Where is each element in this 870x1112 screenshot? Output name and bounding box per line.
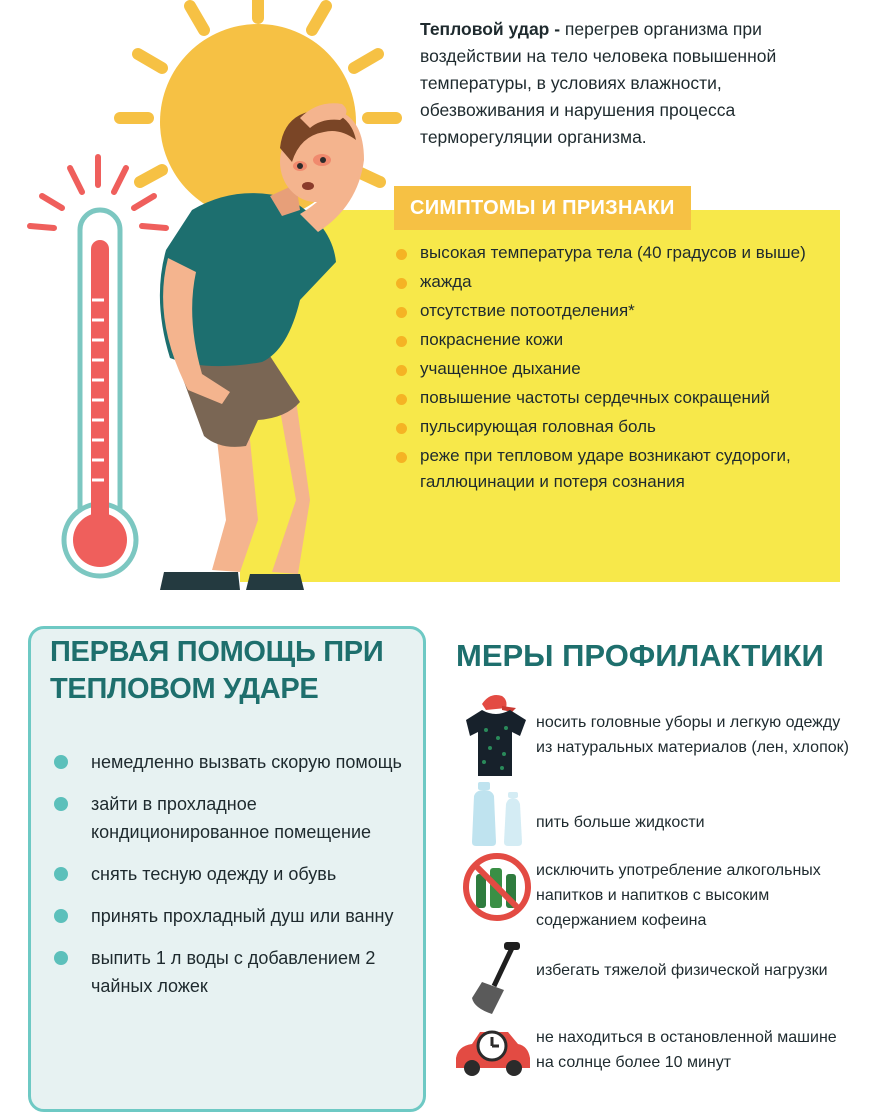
first-aid-title: ПЕРВАЯ ПОМОЩЬ ПРИ ТЕПЛОВОМ УДАРЕ (50, 636, 384, 705)
heatstroke-definition (420, 16, 840, 151)
first-aid-item: зайти в прохладное кондиционированное помещение (54, 790, 404, 846)
prevention-item-drink: пить больше жидкости (536, 814, 705, 831)
symptom-item: высокая температура тела (40 градусов и выше) (396, 240, 826, 266)
symptom-item: реже при тепловом ударе возникают судороги, галлюцинации и потеря сознания (396, 443, 826, 495)
thermometer-icon (64, 210, 136, 576)
prevention-item-clothing: носить головные уборы и легкую одежду из натуральных материалов (лен, хлопок) (536, 714, 849, 756)
tshirt-cap-icon (462, 690, 530, 780)
car-clock-icon (452, 1022, 532, 1080)
shovel-icon (468, 942, 524, 1016)
first-aid-list (54, 748, 404, 1014)
symptom-item: жажда (396, 269, 826, 295)
water-bottles-icon (468, 782, 530, 846)
symptoms-list (396, 240, 826, 498)
no-alcohol-icon (462, 852, 532, 922)
first-aid-item: снять тесную одежду и обувь (54, 860, 404, 888)
symptom-item: учащенное дыхание (396, 356, 826, 382)
first-aid-item: немедленно вызвать скорую помощь (54, 748, 404, 776)
definition-term: Тепловой удар - (420, 19, 561, 39)
symptoms-title: СИМПТОМЫ И ПРИЗНАКИ (394, 186, 691, 230)
definition-text: перегрев организма при воздействии на тело человека повышенной температуры, в условиях влажности, обезвоживания и нарушения процесса терморегуляции организма. (420, 19, 777, 147)
prevention-item-exercise: избегать тяжелой физической нагрузки (536, 962, 828, 979)
symptom-item: покраснение кожи (396, 327, 826, 353)
prevention-item-car: не находиться в остановленной машине на солнце более 10 минут (536, 1029, 837, 1071)
first-aid-item: принять прохладный душ или ванну (54, 902, 404, 930)
symptom-item: отсутствие потоотделения* (396, 298, 826, 324)
symptom-item: пульсирующая головная боль (396, 414, 826, 440)
prevention-item-alcohol: исключить употребление алкогольных напитков и напитков с высоким содержанием кофеина (536, 862, 821, 929)
symptom-item: повышение частоты сердечных сокращений (396, 385, 826, 411)
first-aid-item: выпить 1 л воды с добавлением 2 чайных ложек (54, 944, 404, 1000)
prevention-title: МЕРЫ ПРОФИЛАКТИКИ (456, 638, 824, 673)
